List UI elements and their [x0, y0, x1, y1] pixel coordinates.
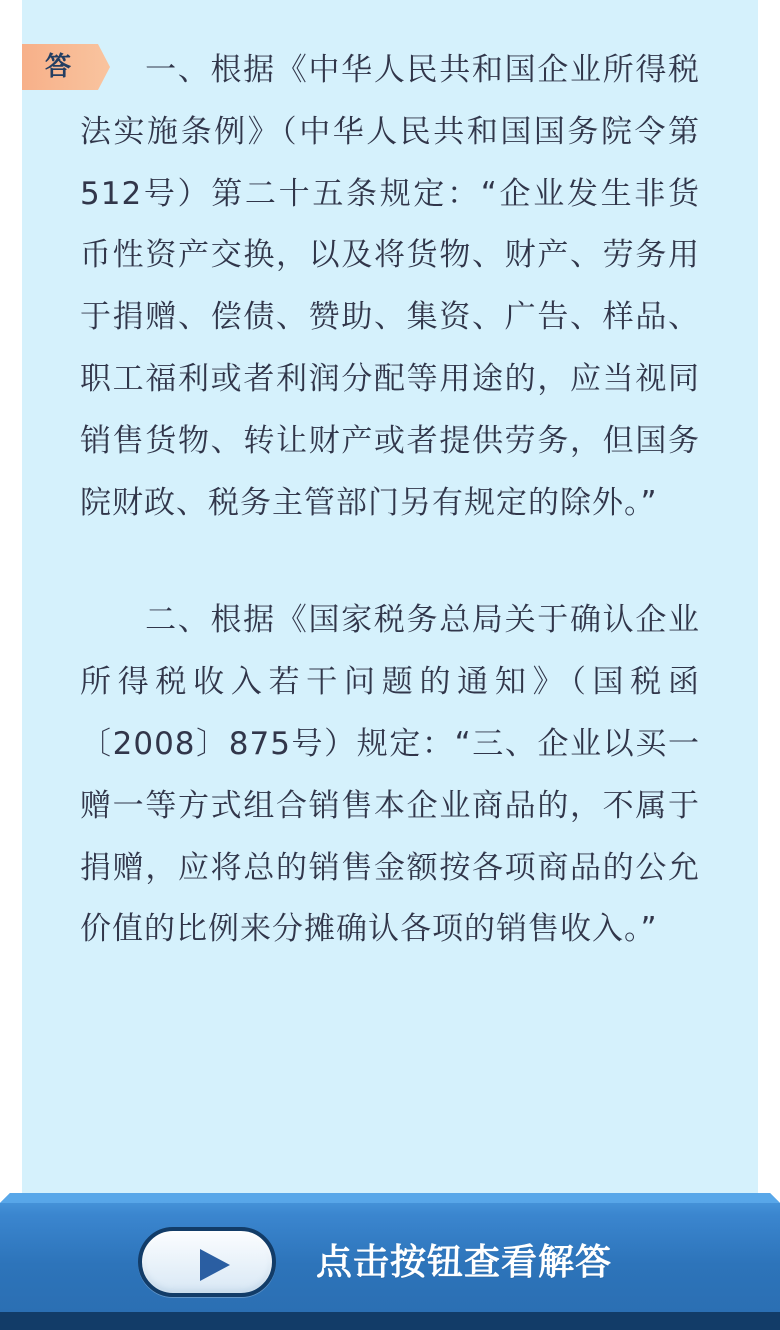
answer-paragraph-2: 二、根据《国家税务总局关于确认企业所得税收入若干问题的通知》（国税函〔2008〕875号）规定：“三、企业以买一赠一等方式组合销售本企业商品的，不属于捐赠，应将总的销售金额按各项商品的公允价值的比例来分摊确认各项的销售收入。”	[80, 602, 700, 948]
footer-cta[interactable]	[0, 1193, 780, 1330]
answer-paragraph-1: 一、根据《中华人民共和国企业所得税法实施条例》（中华人民共和国国务院令第512号）第二十五条规定：“企业发生非货币性资产交换，以及将货物、财产、劳务用于捐赠、偿债、赞助、集资、广告、样品、职工福利或者利润分配等用途的，应当视同销售货物、转让财产或者提供劳务，但国务院财政、税务主管部门另有规定的除外。”	[80, 52, 700, 521]
view-answer-label[interactable]: 点击按钮查看解答	[316, 1242, 613, 1283]
badge-label: 答	[44, 52, 71, 82]
play-button[interactable]	[138, 1227, 276, 1297]
answer-badge	[22, 44, 110, 90]
answer-content	[80, 40, 700, 961]
play-icon	[200, 1249, 230, 1281]
